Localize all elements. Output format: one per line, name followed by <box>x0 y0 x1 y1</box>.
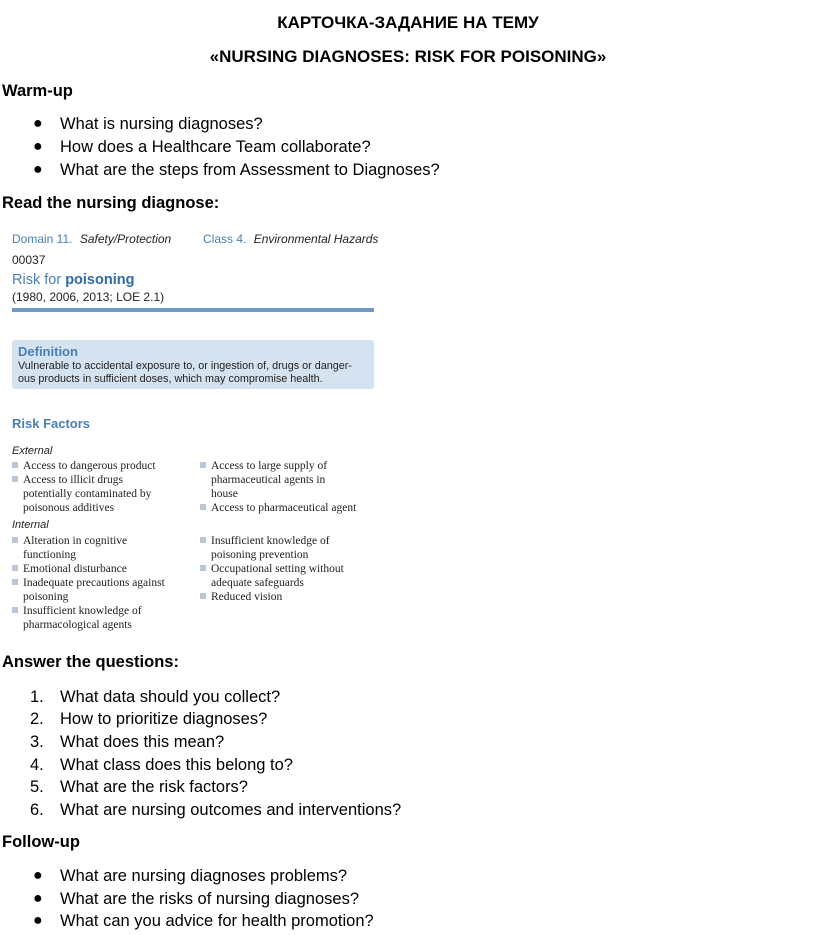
list-item: What are the risks of nursing diagnoses? <box>60 890 359 908</box>
square-bullet-icon <box>200 593 206 599</box>
square-bullet-icon <box>12 462 18 468</box>
risk-factor: Occupational setting without <box>200 562 344 576</box>
list-item: How does a Healthcare Team collaborate? <box>60 138 371 156</box>
definition-box <box>12 340 374 389</box>
list-number: 3. <box>30 733 44 751</box>
list-number: 6. <box>30 801 44 819</box>
internal-left-list <box>12 534 165 632</box>
risk-factor: Alteration in cognitive <box>12 534 165 548</box>
bullet-icon: ● <box>33 138 43 155</box>
list-item: What are the steps from Assessment to Diagnoses? <box>60 161 440 179</box>
domain-line <box>12 232 171 246</box>
diagnosis-title <box>12 272 134 288</box>
domain-name: Safety/Protection <box>79 232 172 246</box>
risk-factor-cont: house <box>211 488 238 500</box>
list-item: What are nursing diagnoses problems? <box>60 867 348 885</box>
risk-factor: Insufficient knowledge of <box>200 534 344 548</box>
diagnosis-main: poisoning <box>65 272 135 288</box>
square-bullet-icon <box>12 579 18 585</box>
risk-factor: Insufficient knowledge of <box>12 604 165 618</box>
answer-heading: Answer the questions: <box>2 653 179 671</box>
list-item: How to prioritize diagnoses? <box>60 710 268 728</box>
class-name: Environmental Hazards <box>253 232 379 246</box>
square-bullet-icon <box>12 565 18 571</box>
page-subtitle: «NURSING DIAGNOSES: RISK FOR POISONING» <box>209 47 607 66</box>
risk-factors-title: Risk Factors <box>12 416 91 431</box>
square-bullet-icon <box>12 476 18 482</box>
list-number: 2. <box>30 710 44 728</box>
read-heading: Read the nursing diagnose: <box>2 194 220 212</box>
internal-right-list <box>200 534 344 604</box>
bullet-icon: ● <box>33 912 43 929</box>
risk-factor: Emotional disturbance <box>12 562 165 576</box>
square-bullet-icon <box>200 537 206 543</box>
definition-line: ous products in sufficient doses, which may compromise health. <box>18 373 323 385</box>
risk-factor: Inadequate precautions against <box>12 576 165 590</box>
followup-heading: Follow-up <box>2 833 80 851</box>
list-item: What data should you collect? <box>60 688 281 706</box>
square-bullet-icon <box>12 537 18 543</box>
diagnosis-prefix: Risk for <box>12 272 62 288</box>
risk-factor-cont: poisoning prevention <box>211 549 309 561</box>
square-bullet-icon <box>200 565 206 571</box>
list-item: What can you advice for health promotion? <box>60 912 374 930</box>
risk-factor-cont: poisoning <box>23 591 69 603</box>
definition-line: Vulnerable to accidental exposure to, or ingestion of, drugs or danger- <box>18 360 352 372</box>
square-bullet-icon <box>12 607 18 613</box>
warmup-heading: Warm-up <box>2 82 73 100</box>
list-item: What class does this belong to? <box>60 756 293 774</box>
list-number: 1. <box>30 688 44 706</box>
list-item: What are the risk factors? <box>60 778 248 796</box>
risk-factor-cont: pharmaceutical agents in <box>211 474 326 486</box>
list-item: What is nursing diagnoses? <box>60 115 263 133</box>
list-number: 5. <box>30 778 44 796</box>
risk-factor-cont: potentially contaminated by <box>23 488 152 500</box>
list-item: What does this mean? <box>60 733 225 751</box>
definition-text <box>18 360 352 386</box>
risk-factor-cont: adequate safeguards <box>211 577 304 589</box>
bullet-icon: ● <box>33 867 43 884</box>
bullet-icon: ● <box>33 890 43 907</box>
internal-label: Internal <box>12 519 49 531</box>
risk-factor: Access to pharmaceutical agent <box>200 501 356 515</box>
class-label: Class 4. <box>203 232 247 246</box>
divider <box>12 308 374 312</box>
square-bullet-icon <box>200 504 206 510</box>
domain-label: Domain 11. <box>12 232 73 246</box>
class-line <box>203 232 378 246</box>
bullet-icon: ● <box>33 115 43 132</box>
external-label: External <box>12 445 53 457</box>
risk-factor-cont: functioning <box>23 549 77 561</box>
page-title: КАРТОЧКА-ЗАДАНИЕ НА ТЕМУ <box>277 13 539 32</box>
risk-factor-cont: poisonous additives <box>23 502 115 514</box>
diagnosis-code: 00037 <box>12 253 46 267</box>
square-bullet-icon <box>200 462 206 468</box>
diagnosis-history: (1980, 2006, 2013; LOE 2.1) <box>12 290 165 304</box>
risk-factor: Reduced vision <box>200 590 344 604</box>
risk-factor: Access to large supply of <box>200 459 356 473</box>
external-right-list <box>200 459 356 515</box>
risk-factor-cont: pharmacological agents <box>23 619 132 631</box>
list-item: What are nursing outcomes and interventions? <box>60 801 402 819</box>
definition-title: Definition <box>18 344 78 359</box>
list-number: 4. <box>30 756 44 774</box>
bullet-icon: ● <box>33 161 43 178</box>
risk-factor: Access to illicit drugs <box>12 473 156 487</box>
risk-factor: Access to dangerous product <box>12 459 156 473</box>
external-left-list <box>12 459 156 515</box>
